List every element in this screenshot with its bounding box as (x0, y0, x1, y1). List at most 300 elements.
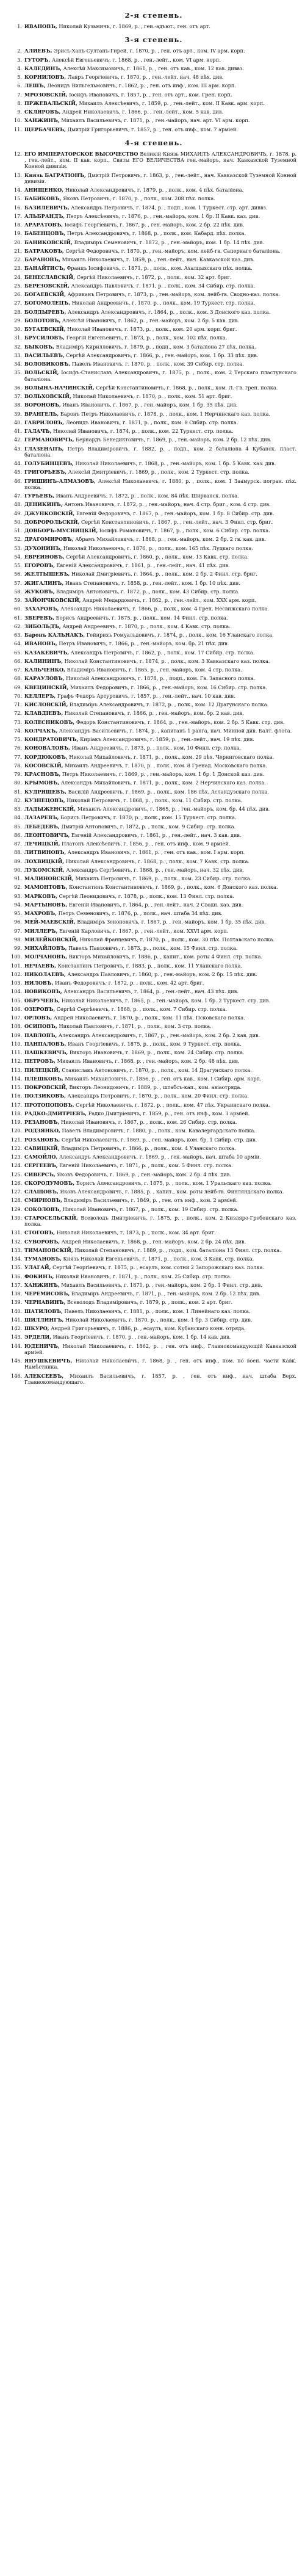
list-item (11, 554, 296, 560)
list-item (11, 953, 296, 960)
list-item (11, 385, 296, 391)
list-item (11, 762, 296, 769)
entry-name: КВЕЦИНСКІЙ, (24, 684, 69, 690)
entry-name: ГАЛАЧЪ, (24, 428, 52, 434)
entry-number: 42. (13, 436, 22, 443)
entry-text: Іосифъ Ивановичъ, г. 1857, р. , ген. отъ арт., ком. Грен. корп. (67, 91, 232, 98)
list-item (11, 675, 296, 681)
entry-text: Александръ Васильевичъ, г. 1874, р. , капитанъ 1 ранга, нач. Минной див. Балт. флота. (57, 727, 292, 734)
list-item (11, 606, 296, 612)
entry-number: 124. (11, 1162, 23, 1169)
entry-text: Николай Степановичъ, г. 1889, р. , подп., ком. баталіона 13 Финл. стр. полка. (73, 1246, 281, 1253)
list-item (11, 1084, 296, 1090)
list-item (11, 1206, 296, 1212)
list-item (11, 945, 296, 951)
entry-name: ЛОХВИЦКІЙ, (24, 858, 65, 864)
entry-number: 8. (17, 99, 22, 106)
entry-number: 87. (13, 841, 22, 847)
entry-number: 110. (11, 1040, 23, 1047)
entry-name: КОНДРАТОВИЧЪ, (24, 736, 79, 742)
entry-number: 118. (11, 1110, 23, 1116)
list-item (11, 1127, 296, 1134)
list-item (11, 823, 296, 830)
entry-number: 114. (11, 1075, 23, 1082)
entry-name: АЛЬБРАНДЪ, (24, 212, 65, 219)
list-item (11, 806, 296, 812)
list-item (11, 1041, 296, 1047)
list-item (11, 797, 296, 803)
entry-text: Абрамъ Михайловичъ, г. 1868, р. , ген.-майоръ, ком. 2 бр. 2 гв. кав. див. (73, 536, 267, 543)
entry-number: 139. (11, 1299, 23, 1306)
entry-number: 96. (13, 919, 22, 925)
entry-number: 16. (13, 204, 22, 211)
entry-text: Всеволодъ Дмитріевичъ, г. 1875, р. , полк., ком. 2 Кизляро-Гребенскаго каз. полка. (24, 1214, 296, 1227)
entry-name: МОЛЧАНОВЪ, (24, 953, 68, 960)
list-item (11, 771, 296, 777)
list-item (11, 1162, 296, 1168)
entry-text: Николай Константиновичъ, г. 1874, р. , полк., ком. 3 Кавказскаго каз. полка. (62, 657, 270, 664)
entry-name: ГРИГОРЬЕВЪ, (24, 469, 67, 476)
entry-name: РЕЗАНОВЪ, (24, 1119, 60, 1125)
entry-text: Михаилъ Васильевичъ, г. 1871, р. , ген.-майоръ, нач. арт. VI арм. корп. (59, 117, 250, 124)
entry-name: КУЗНЕЦОВЪ, (24, 797, 65, 803)
entry-text: Евгеній Федоровичъ, г. 1867, р. , ген.-майоръ, ком. 1 бр. 8 Сибир. стр. див. (74, 510, 274, 516)
entry-text: Викторъ Леонидовичъ, г. 1889, р. , штабсъ-кап., ком. авіаотряда. (67, 1084, 242, 1090)
section-title: 3-я степень. (124, 35, 183, 45)
list-item (11, 1239, 296, 1245)
entry-name: ЩЕРБАЧЕВЪ, (24, 126, 66, 132)
list-item (11, 519, 296, 525)
entry-name: ЖУКОВЪ, (24, 588, 55, 595)
list-item (11, 335, 296, 341)
entry-name: СУВОРОВЪ, (24, 1238, 60, 1245)
list-item (11, 300, 296, 306)
entry-number: 10. (13, 117, 22, 124)
entry-number: 41. (13, 428, 22, 434)
entry-text: Станиславъ Антоновичъ, г. 1870, р. , полк., ком. 14 Драгунскаго полка. (60, 1066, 252, 1073)
entry-number: 106. (11, 1005, 23, 1012)
entry-name: ЕГО ИМПЕРАТОРСКОЕ ВЫСОЧЕСТВО (24, 150, 138, 157)
entry-name: ЗВЕРЕВЪ, (24, 614, 55, 621)
entry-name: ЧЕРЕМИСОВЪ, (24, 1290, 70, 1297)
list-item (11, 1102, 296, 1108)
list-item (11, 1015, 296, 1021)
entry-text: Владиміръ Васильевичъ, г. 1849, р. , ген. отъ инф., ком. 2 арміей. (62, 1197, 238, 1204)
entry-text: Павелъ Павловичъ, г. 1873, р. , полк., ком. 15 Финл. стр. полка. (66, 945, 238, 951)
entry-number: 78. (13, 762, 22, 769)
entry-number: 3. (17, 56, 22, 63)
entry-number: 126. (11, 1179, 23, 1186)
entry-name: БРУСИЛОВЪ, (24, 335, 65, 341)
entry-number: 112. (11, 1058, 23, 1065)
entry-text: Петръ Александровичъ, г. 1868, р. , полк., ком. Кабард. пѣх. полка. (65, 230, 246, 237)
entry-text: Сергѣй Сергѣевичъ, г. 1868, р. , полк., ком. 7 Сибир. стр. полка. (55, 1005, 228, 1012)
entry-text: Константинъ Петровичъ, г. 1883, р. , полк., ком. 11 Уланскаго полка. (56, 962, 242, 969)
entry-number: 142. (11, 1325, 23, 1331)
list-item (11, 352, 296, 358)
entry-text: Алексѣй Николаевичъ, г. 1880, р. , полк., ком. 1 Заамурск. погран. пѣх. полка. (24, 477, 296, 490)
entry-text: Федоръ Константиновичъ, г. 1864, р. , ген.-майоръ, ком. 2 бр. 5 Кавк. стр. див. (74, 718, 285, 725)
entry-name: БЕРЕЗОВСКІЙ, (24, 282, 70, 289)
list-item (11, 309, 296, 315)
entry-name: СТОГОВЪ, (24, 1229, 56, 1236)
entry-number: 19. (13, 230, 22, 237)
list-item (11, 1299, 296, 1305)
entry-number: 132. (11, 1238, 23, 1245)
entry-text: Александръ Сергѣевичъ, г. 1868, р. , ген.-майоръ, нач. 32 пѣх. див. (64, 866, 244, 873)
list-item (11, 1229, 296, 1236)
list-item (11, 719, 296, 725)
list-item (11, 832, 296, 838)
entry-name: БОГОМОЛЕЦЪ, (24, 300, 71, 306)
entry-name: ДЕНИКИНЪ, (24, 501, 63, 508)
entry-text: Евгеній Александровичъ, г. 1861, р. , ген.-лейт., нач. 3 кав. див. (70, 831, 242, 838)
entry-number: 122. (11, 1145, 23, 1151)
entry-text: Александръ Петровичъ, г. 1862, р. , полк., ком. 17 Сибир. стр. полка. (69, 649, 255, 656)
entry-text: Сергѣй Георгіевичъ, г. 1875, р. , есаулъ, ком. сотни 2 Запорожскаго каз. полка. (51, 1264, 265, 1271)
entry-text: Андрей Медардовичъ, г. 1862, р. , ген.-лейт., ком. XXX арм. корп. (81, 597, 256, 603)
entry-text: Михаилъ Ивановичъ, г. 1868, р. , ген.-майоръ, ком. 2 бр. 48 пѣх. див. (55, 1058, 240, 1065)
entry-name: ВОРОНОВЪ, (24, 402, 61, 408)
entry-number: 60. (13, 606, 22, 612)
list-item (11, 195, 296, 201)
entry-number: 102. (11, 971, 23, 977)
entry-name: ЗАХАРОВЪ, (24, 606, 59, 612)
list-item (11, 1373, 296, 1386)
list-item (11, 701, 296, 707)
list-item (11, 469, 296, 475)
entry-text: Радко Дмитріевичъ, г. 1859, р. , ген. отъ инф., ком. 3 арміей. (87, 1110, 250, 1116)
entry-name: НИКОЛАЕВЪ, (24, 971, 66, 977)
list-item (11, 1180, 296, 1186)
list-item (11, 980, 296, 986)
entry-name: КОРНИЛОВЪ, (24, 74, 66, 80)
entry-name: МРОЗОВСКІЙ, (24, 91, 68, 98)
entry-number: 120. (11, 1127, 23, 1134)
entry-text: Сергѣй Константиновичъ, г. 1868, р. , полк., ком. Л.-Гв. грен. полка. (94, 384, 278, 391)
list-item (11, 393, 296, 399)
entry-name: ЛЕБЕДЕВЪ, (24, 823, 60, 830)
entry-name: ЛУКОМСКІЙ, (24, 866, 65, 873)
entry-text: Николай Ивановичъ, г. 1871, р. , полк., ком. 25 Сибир. стр. полка. (54, 1273, 232, 1279)
entry-text: Георгій Евгеньевичъ, г. 1873, р. , полк., ком. 102 пѣх. полка. (65, 335, 228, 341)
entry-name: ГРИШИНЪ-АЛМАЗОВЪ, (24, 477, 96, 484)
entry-name: ШКУРО, (24, 1325, 49, 1331)
entry-name: КОЛЧАКЪ, (24, 727, 58, 734)
list-item (11, 446, 296, 458)
list-item (11, 317, 296, 324)
list-item (11, 109, 296, 115)
section-title: 4-я степень. (124, 138, 183, 147)
entry-text: Платонъ Алексѣевичъ, г. 1856, р. , ген. отъ инф., ком. 9 арміей. (60, 841, 231, 847)
entry-number: 134. (11, 1256, 23, 1262)
entry-name: ФОКИНЪ, (24, 1273, 54, 1279)
entry-name: ГУТОРЪ, (24, 56, 51, 63)
entry-text: Іосифъ Георгіевичъ, г. 1867, р. , ген.-майоръ, ком. 2 бр. 22 пѣх. див. (63, 222, 245, 228)
entry-name: ШИЛЛИНГЪ, (24, 1316, 64, 1323)
entry-number: 30. (13, 326, 22, 332)
entry-number: 101. (11, 962, 23, 969)
entry-number: 61. (13, 614, 22, 621)
entry-name: ГУРЬЕВЪ, (24, 493, 55, 499)
entry-number: 76. (13, 745, 22, 751)
list-item (11, 239, 296, 245)
entry-name: АНИЩЕНКО, (24, 187, 64, 193)
list-item (11, 928, 296, 934)
entry-number: 1. (17, 23, 22, 29)
entry-text: Павелъ Владиміровичъ, г. 1880, р. , полк., ком. Кавалергардскаго полка. (60, 1127, 256, 1134)
entry-name: КРАСНОВЪ, (24, 771, 61, 777)
entry-number: 117. (11, 1101, 23, 1108)
entry-name: ХАНЖИНЪ, (24, 1281, 60, 1288)
entry-number: 99. (13, 945, 22, 951)
list-item (11, 588, 296, 595)
list-item (11, 117, 296, 123)
entry-name: АРАРАТОВЪ, (24, 222, 63, 228)
entry-text: Николай Александровичъ, г. 1879, р. , полк., ком. 4 пѣх. баталіона. (63, 187, 244, 193)
entry-text: Владиміръ Антоновичъ, г. 1872, р. , полк., ком. 43 Сибир. стр. полка. (54, 588, 240, 595)
entry-name: КАЛЬЧЕНКО, (24, 667, 65, 673)
entry-number: 130. (11, 1214, 23, 1221)
list-item (11, 1256, 296, 1262)
entry-name: БАНИКОВСКІЙ, (24, 239, 73, 245)
list-item (11, 1247, 296, 1253)
entry-number: 79. (13, 771, 22, 777)
entry-number: 129. (11, 1206, 23, 1212)
entry-text: Михаилъ Алексѣевичъ, г. 1859, р. , ген.-лейт., ком. II Кавк. арм. корп. (77, 99, 265, 106)
entry-number: 136. (11, 1273, 23, 1279)
list-item (11, 1290, 296, 1297)
entry-number: 58. (13, 588, 22, 595)
entry-text: Николай Николаевичъ, г. 1870, р. , полк., ком. 51 арт. бриг. (71, 393, 232, 399)
list-item (11, 1058, 296, 1064)
list-item (11, 265, 296, 271)
entry-name: ПЛЕШКОВЪ, (24, 1075, 63, 1082)
list-item (11, 510, 296, 516)
entry-text: Николай Николаевичъ, г. 1873, р. , полк., ком. 34 арт. бриг. (55, 1229, 216, 1236)
entry-text: Викторъ Ивановичъ, г. 1869, р. , полк., ком. 24 Сибир. стр. полка. (68, 1049, 245, 1055)
list-item (11, 640, 296, 646)
entry-name: ЖИГАЛИНЪ, (24, 579, 64, 586)
entry-name: ЛЕШЪ, (24, 82, 46, 89)
entry-text: Николай Кузьмичъ, г. 1869, р. , ген.-адъют., ген. отъ арт. (57, 23, 210, 29)
entry-number: 23. (13, 265, 22, 272)
entry-name: ЕВРЕИНОВЪ, (24, 553, 65, 560)
entry-number: 48. (13, 501, 22, 508)
entry-name: БОЛОТОВЪ, (24, 317, 61, 324)
list-item (11, 1215, 296, 1228)
list-item (11, 1032, 296, 1038)
list-item (11, 693, 296, 699)
entry-name: СЕРГЕЕВЪ, (24, 1162, 58, 1169)
list-item (11, 545, 296, 551)
list-item (11, 875, 296, 881)
list-item (11, 884, 296, 890)
entry-text: Николай Александровичъ, г. 1868, р. , полк., ком. 7 Кавк. стр. полка. (64, 858, 249, 864)
entry-text: Михаилъ Андреевичъ, г. 1870, р. , полк., ком. 8 Гренад. Московскаго полка. (63, 762, 267, 769)
entry-text: Петръ Николаевичъ, г. 1869, р. , ген.-майоръ, ком. 1 бр. 1 Донской каз. див. (60, 771, 265, 777)
entry-number: 86. (13, 831, 22, 838)
entry-number: 67. (13, 667, 22, 673)
list-item (11, 326, 296, 332)
entry-name: МАРКОВЪ, (24, 892, 58, 899)
list-item (11, 1067, 296, 1073)
entry-name: ТУМАНОВЪ, (24, 1256, 62, 1262)
entry-number: 49. (13, 510, 22, 516)
entry-text: Михаилъ Васильевичъ, г. 1871, р. , ген.-майоръ, ком. 2 бр. 1 Финл. стр. див. (59, 1281, 262, 1288)
entry-text: Андрей Николаевичъ, г. 1870, р. , полк., ком. 11 пѣх. Псковскаго полка. (52, 1015, 245, 1021)
entry-name: КОНОВАЛОВЪ, (24, 745, 71, 751)
entry-text: Леонидъ Ивановичъ, г. 1871, р. , полк., ком. 8 Сибир. стр. полка. (64, 419, 239, 425)
entry-name: НОВИКОВЪ, (24, 988, 62, 995)
entry-name: АЛИЕВЪ, (24, 48, 52, 54)
entry-text: Великій Князь МИХАИЛЪ АЛЕКСАНДРОВИЧЪ, г. 1878, р. , ген.-лейт., ком. II кав. корп., Свиты ЕГО ВЕЛИЧЕСТВА ген.-майоръ, нач. Кавказской Туземной Конной дивизіи. (24, 150, 296, 170)
entry-name: ПРЖЕВАЛЬСКІЙ, (24, 99, 77, 106)
entry-text: Александръ Павловичъ, г. 1871, р. , полк., ком. 34 Сибир. стр. полка. (69, 282, 256, 289)
entry-name: БАЗИЛЕВИЧЪ, (24, 204, 70, 211)
entry-name: УЛАГАЙ, (24, 1264, 51, 1271)
entry-number: 34. (13, 361, 22, 367)
entry-number: 75. (13, 736, 22, 742)
entry-name: КУДРЯШЕВЪ, (24, 788, 66, 795)
entry-number: 44. (13, 460, 22, 466)
entry-name: МИЛЕЙКОВСКІЙ, (24, 936, 78, 942)
entry-number: 74. (13, 727, 22, 734)
entry-name: КЛАВДІЕВЪ, (24, 710, 63, 717)
list-item (11, 789, 296, 795)
entry-name: БОЛДЫРЕВЪ, (24, 308, 66, 315)
entry-text: Сергѣй Федоровичъ, г. 1870, р. , ген.-майоръ, ком. лейб-гв. Сапернаго баталіона. (63, 247, 281, 254)
entry-name: СМИРНОВЪ, (24, 1197, 62, 1204)
entry-name: ДРАГОМИРОВЪ, (24, 536, 74, 543)
entry-text: Михаилъ Петровичъ, г. 1869, р. , полк., ком. 23 Сибир. стр. полка. (73, 875, 252, 881)
entries-list (11, 151, 296, 1385)
entry-name: ДУХОНИНЪ, (24, 545, 62, 551)
entry-text: Сергѣй Николаевичъ, г. 1869, р. , ген.-майоръ, ком. бр. 1 Сибир. стр. див. (60, 1136, 257, 1143)
entry-text: Африканъ Петровичъ, г. 1873, р. , ген.-майоръ, ком. лейб-гв. Сводно-каз. полка. (66, 291, 280, 297)
entry-text: Дмитрій Григорьевичъ, г. 1857, р. , ген. отъ инф., ком. 7 арміей. (65, 126, 239, 132)
entry-name: ЗИБОЛЬДЪ, (24, 623, 61, 629)
entry-number: 25. (13, 282, 22, 289)
entry-text: Евгеній Александровичъ, г. 1861, р. , ген.-лейт., нач. 41 пѣх. див. (54, 562, 230, 568)
list-item (11, 963, 296, 969)
entry-name: БОГАЕВСКІЙ, (24, 291, 66, 297)
entry-name: ШАТИЛОВЪ, (24, 1308, 63, 1314)
list-item (11, 1171, 296, 1178)
entry-name: ВОЛОВИКОВЪ, (24, 361, 71, 367)
list-item (11, 411, 296, 417)
entry-name: КАЛЕДИНЪ, (24, 65, 62, 71)
entry-text: Алексѣй Максимовичъ, г. 1861, р. , ген. отъ кав., ком. 12 кав. диввз. (62, 65, 245, 71)
entry-name: ИВАНОВЪ, (24, 23, 57, 29)
entry-name: ПАВЛОВЪ, (24, 1032, 57, 1038)
entry-text: Николай Ивановичъ, г. 1874, р. , полк., ком. 22 Туркест. стр. полка. (51, 428, 234, 434)
entry-number: 113. (11, 1066, 23, 1073)
list-item (11, 597, 296, 603)
entry-number: 18. (13, 222, 22, 228)
list-item (11, 187, 296, 193)
entry-name: БЫКОВЪ, (24, 343, 55, 350)
list-item (11, 478, 296, 491)
entry-name: МАЛИНОВСКІЙ, (24, 875, 74, 881)
entry-name: АЛЕКСЕЕВЪ, (24, 1372, 64, 1379)
entry-text: Петръ Семеновичъ, г. 1876, р. , полк., нач. штаба 34 пѣх. див. (56, 910, 223, 916)
entry-name: КАЛИНИНЪ, (24, 657, 63, 664)
entry-number: 123. (11, 1154, 23, 1160)
entry-name: САВИЦКІЙ, (24, 1145, 60, 1151)
entry-name: КИСЛОВСКІЙ, (24, 701, 68, 707)
entry-number: 69. (13, 684, 22, 690)
entry-text: Александръ Михайловичъ, г. 1871, р. , полк., ком. 2 Нерчинскаго каз. полка. (59, 780, 267, 786)
list-item (11, 988, 296, 994)
entry-text: Алексѣй Ивановичъ, г. 1862, р. , ген.-майоръ, ком. 2 бр. 5 кав. див. (60, 317, 240, 324)
entry-name: ПЕТРОВЪ, (24, 1058, 56, 1065)
entry-text: Петръ Алексѣевичъ, г. 1876, р. , ген.-майоръ, ком. 1 бр. II Кавк. каз. див. (65, 212, 260, 219)
entry-text: Николай Ивановичъ, г. 1873, р. , полк., ком. 20 арм. корп. бриг. (65, 326, 237, 332)
list-item (11, 65, 296, 71)
entry-number: 43. (13, 445, 22, 452)
entry-text: Павелъ Ивановичъ, г. 1870, р. , полк., ком. 39 Сибир. стр. полка. (70, 361, 244, 367)
list-item (11, 1006, 296, 1012)
entry-name: ОБРУЧЕВЪ, (24, 997, 60, 1004)
list-item (11, 57, 296, 63)
entry-text: Іосифъ-Станиславъ Александровичъ, г. 1875, р. , полк., ком. 2 Терскаго пластунскаго баталіона. (24, 369, 296, 382)
entry-number: 40. (13, 419, 22, 425)
list-item (11, 649, 296, 656)
entry-number: 137. (11, 1281, 23, 1288)
entry-text: Андрей Николаевичъ, г. 1866, р. , ген.-лейт., ком. 5 кав. див. (60, 109, 224, 115)
entry-text: Николай Николаевичъ, г. 1876, р. , полк., ком. 165 пѣх. Луцкаго полка. (62, 545, 253, 551)
entry-name: БАБЕНЦОВЪ, (24, 230, 66, 237)
list-item (11, 1154, 296, 1160)
entry-text: Александръ Павловичъ, г. 1860, р. , ген.-майоръ, ком. 2 бр. 15 пѣх. див. (65, 971, 257, 977)
section-title: 2-я степень. (124, 11, 183, 20)
entry-number: 17. (13, 212, 22, 219)
entry-text: Алексѣй Дмитріевичъ, г. 1869, р. , полк., ком. 2 Туркест. стр. полка. (66, 469, 249, 476)
entry-number: 50. (13, 518, 22, 525)
entry-text: Яковъ Александровичъ, г. 1885, р. , капит., ком. роты лейб-гв. Финляндскаго полка. (58, 1189, 284, 1195)
entry-number: 14. (13, 187, 22, 193)
list-item (11, 754, 296, 760)
entry-number: 38. (13, 402, 22, 408)
entry-number: 33. (13, 352, 22, 358)
entry-text: Николай Дмитріевичъ, г. 1864, р. , полк., ком. 2 бр. 2 Финл. стр. бриг. (70, 571, 257, 577)
list-item (11, 1264, 296, 1270)
entry-name: СКОРОДУМОВЪ, (24, 1179, 75, 1186)
list-item (11, 615, 296, 621)
list-item (11, 1358, 296, 1370)
entry-number: 13. (13, 172, 22, 178)
entry-number: 103. (11, 980, 23, 986)
entry-text: Алексѣй Евгеньевичъ, г. 1868, р. , ген.-лейт., ком. VI арм. корп. (50, 56, 221, 63)
entry-number: 72. (13, 710, 22, 717)
entry-name: КОРДЮКОВЪ, (24, 753, 68, 760)
entry-name: ЛИТВИНОВЪ, (24, 849, 66, 856)
entry-text: Дмитрій Петровичъ, г. 1863, р. , ген.-лейт., нач. Кавказской Туземной Конной дивизіи. (24, 172, 296, 184)
entry-number: 82. (13, 797, 22, 803)
entry-name: СОКОЛОВЪ, (24, 1206, 62, 1212)
entry-text: Борисъ Александровичъ, г. 1875, р. , полк., ком. 1 Уральскаго каз. полка. (74, 1179, 272, 1186)
entry-number: 35. (13, 369, 22, 376)
entry-text: Петръ Ивановичъ, г. 1866, р. , ген.-майоръ, ком. бр. 21 пѣх. див. (57, 640, 229, 647)
entry-number: 128. (11, 1197, 23, 1204)
entry-number: 95. (13, 910, 22, 916)
list-item (11, 501, 296, 507)
entry-name: ХАНЖИНЪ, (24, 117, 60, 124)
entry-number: 4. (17, 65, 22, 71)
list-item (11, 1308, 296, 1314)
entry-text: Василій Андреевичъ, г. 1869, р. , полк., ком. 186 пѣх. Асландузскаго полка. (66, 788, 269, 795)
